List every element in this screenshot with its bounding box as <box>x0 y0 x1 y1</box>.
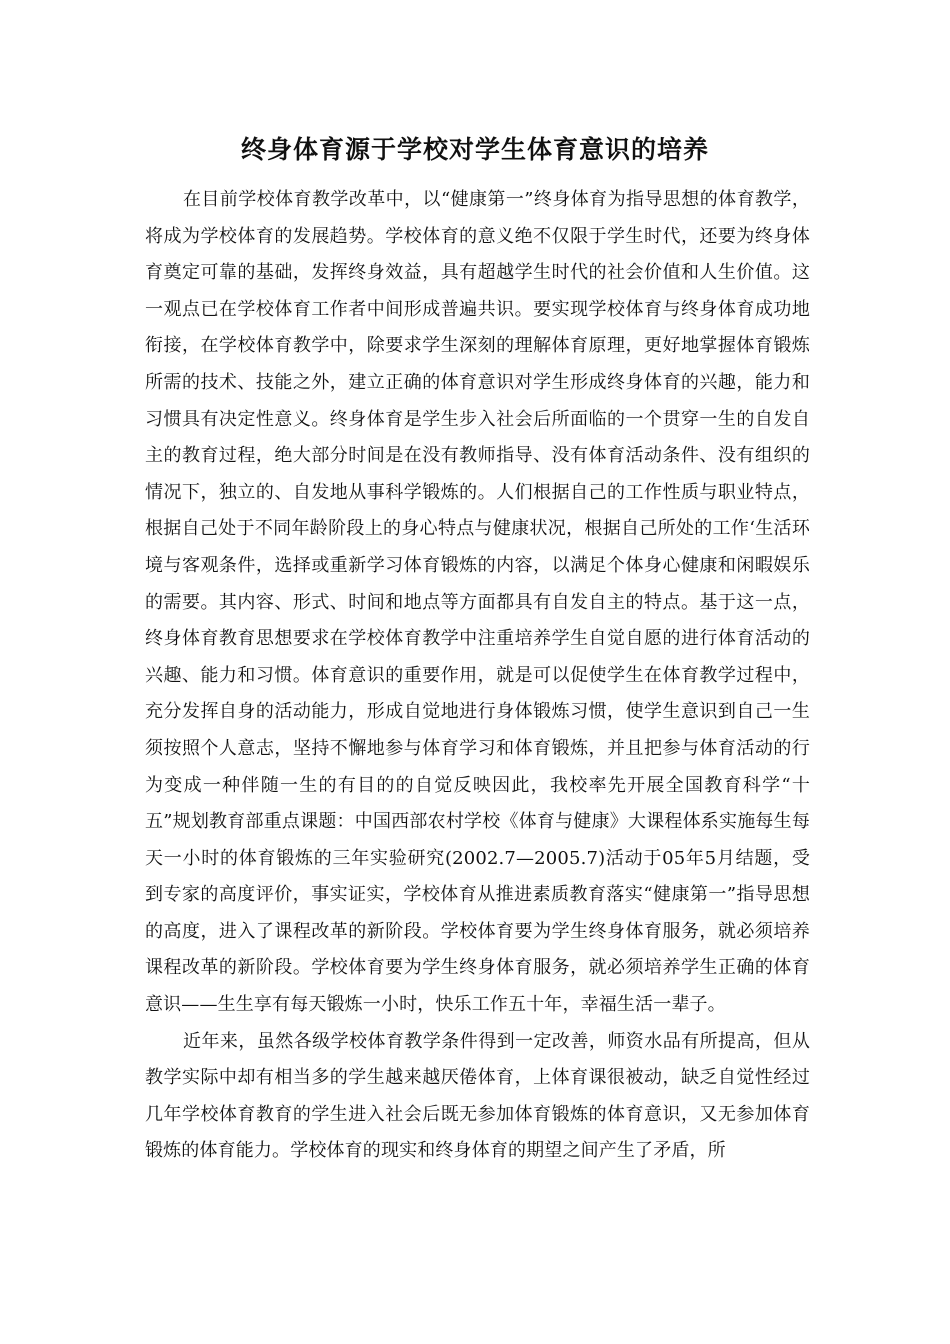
document-title: 终身体育源于学校对学生体育意识的培养 <box>240 135 709 164</box>
paragraph-2: 近年来，虽然各级学校体育教学条件得到一定改善，师资水品有所提高，但从教学实际中却有相当多的学生越来越厌倦体育，上体育课很被动，缺乏自觉性经过几年学校体育教育的学生进入社会后既无参加体育锻炼的体育意识，又无参加体育锻炼的体育能力。学校体育的现实和终身体育的期望之间产生了矛盾，所 <box>145 1030 810 1162</box>
paragraph-1: 在目前学校体育教学改革中，以“健康第一”终身体育为指导思想的体育教学，将成为学校体育的发展趋势。学校体育的意义绝不仅限于学生时代，还要为终身体育奠定可靠的基础，发挥终身效益，具有超越学生时代的社会价值和人生价值。这一观点已在学校体育工作者中间形成普遍共识。要实现学校体育与终身体育成功地衔接，在学校体育教学中，除要求学生深刻的理解体育原理，更好地掌握体育锻炼所需的技术、技能之外，建立正确的体育意识对学生形成终身体育的兴趣，能力和习惯具有决定性意义。终身体育是学生步入社会后所面临的一个贯穿一生的自发自主的教育过程，绝大部分时间是在没有教师指导、没有体育活动条件、没有组织的情况下，独立的、自发地从事科学锻炼的。人们根据自己的工作性质与职业特点，根据自己处于不同年龄阶段上的身心特点与健康状况，根据自己所处的工作‘生活环境与客观条件，选择或重新学习体育锻炼的内容，以满足个体身心健康和闲暇娱乐的需要。其内容、形式、时间和地点等方面都具有自发自主的特点。基于这一点，终身体育教育思想要求在学校体育教学中注重培养学生自觉自愿的进行体育活动的兴趣、能力和习惯。体育意识的重要作用，就是可以促使学生在体育教学过程中，充分发挥自身的活动能力，形成自觉地进行身体锻炼习惯，使学生意识到自己一生须按照个人意志，坚持不懈地参与体育学习和体育锻炼，并且把参与体育活动的行为变成一种伴随一生的有目的的自觉反映因此，我校率先开展全国教育科学“十五”规划教育部重点课题：中国西部农村学校《体育与健康》大课程体系实施每生每天一小时的体育锻炼的三年实验研究(2002.7—2005.7)活动于05年5月结题，受到专家的高度评价，事实证实，学校体育从推进素质教育落实“健康第一”指导思想的高度，进入了课程改革的新阶段。学校体育要为学生终身体育服务，就必须培养课程改革的新阶段。学校体育要为学生终身体育服务，就必须培养学生正确的体育意识——生生享有每天锻炼一小时，快乐工作五十年，幸福生活一辈子。 <box>145 189 810 1016</box>
document-body <box>145 182 810 1170</box>
